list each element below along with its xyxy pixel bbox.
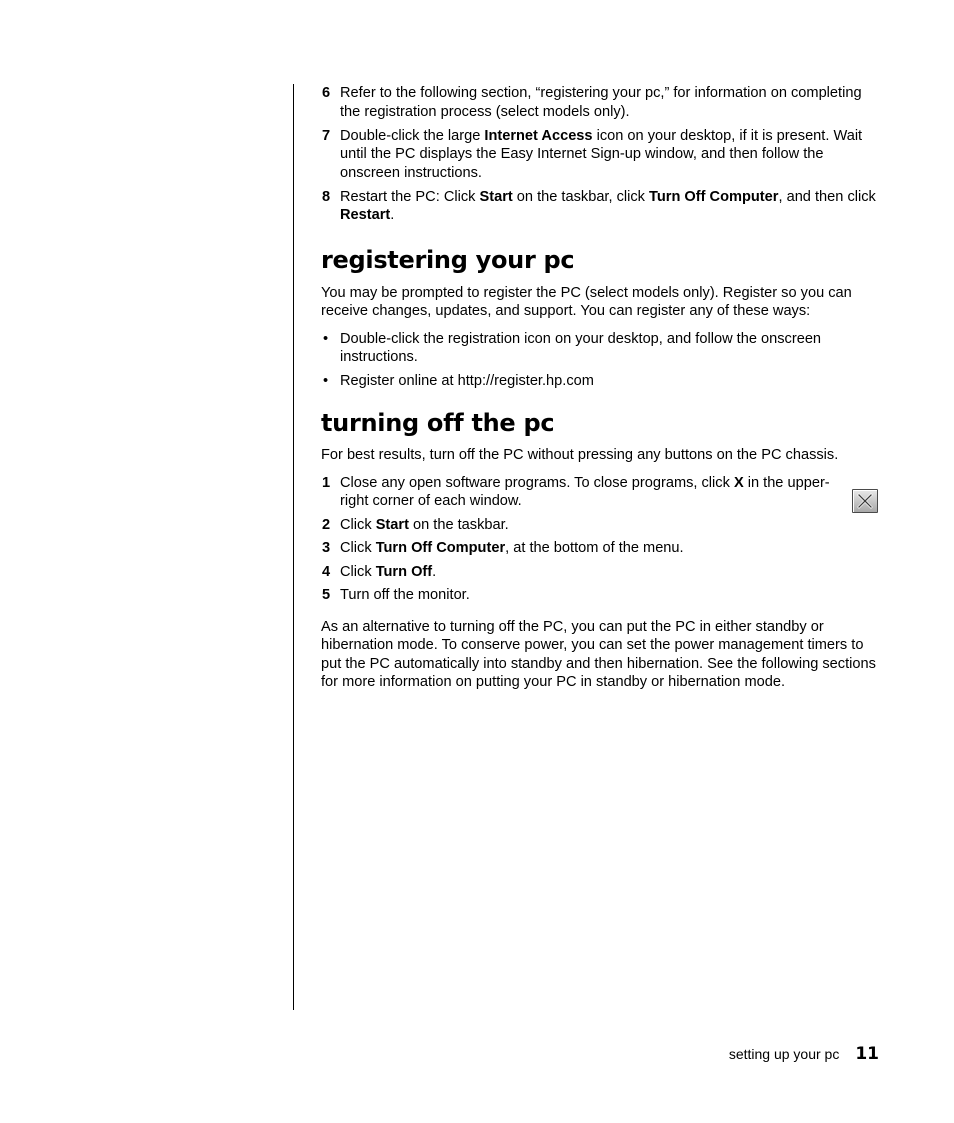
section-heading-registering: registering your pc: [321, 245, 575, 274]
list-item: 7 Double-click the large Internet Access icon on your desktop, if it is present. Wait until the PC displays the Easy Internet Sign-up window, and then follow the onscreen instructions.: [322, 127, 863, 181]
page-number: 11: [855, 1044, 879, 1064]
registering-intro: You may be prompted to register the PC (select models only). Register so you can receive changes, updates, and support. You can register any of these ways:: [321, 284, 852, 319]
list-item: 5 Turn off the monitor.: [322, 587, 470, 603]
page-footer: [600, 1044, 879, 1064]
turning-off-steps: [321, 474, 881, 605]
step-number: 3: [322, 540, 331, 556]
registering-options: [321, 330, 881, 391]
page-content: [321, 84, 881, 692]
list-item: 8 Restart the PC: Click Start on the taskbar, click Turn Off Computer, and then click Restart.: [322, 188, 876, 223]
list-item: 1 Close any open software programs. To close programs, click X in the upper-right corner of each window.: [322, 474, 830, 509]
list-item: • Register online at http://register.hp.com: [323, 372, 594, 389]
step-number: 4: [322, 563, 331, 580]
section-heading-turning-off: turning off the pc: [321, 409, 555, 437]
list-item: 2 Click Start on the taskbar.: [322, 516, 509, 533]
turning-off-intro: For best results, turn off the PC without pressing any buttons on the PC chassis.: [321, 447, 839, 463]
margin-rule: [293, 84, 294, 1010]
setup-steps-continued: [321, 84, 881, 225]
list-item: 6 Refer to the following section, “registering your pc,” for information on completing the registration process (select models only).: [322, 85, 862, 120]
step-number: 5: [322, 587, 331, 603]
list-item: • Double-click the registration icon on your desktop, and follow the onscreen instructions.: [323, 330, 822, 365]
list-item: 3 Click Turn Off Computer, at the bottom of the menu.: [322, 540, 684, 556]
bullet-icon: •: [323, 372, 329, 389]
step-number: 8: [322, 188, 331, 205]
step-number: 7: [322, 127, 331, 144]
step-number: 2: [322, 516, 331, 533]
list-item: 4 Click Turn Off.: [322, 563, 437, 580]
close-x-glyph: [857, 493, 873, 509]
alternative-paragraph: As an alternative to turning off the PC, you can put the PC in either standby or hibernation mode. To conserve power, you can set the power management timers to put the PC automatically into standby and then hibernation. See the following sections for more information on putting your PC in standby or hibernation mode.: [321, 618, 876, 690]
bullet-icon: •: [323, 330, 329, 347]
step-number: 1: [322, 474, 331, 491]
footer-section-label: setting up your pc: [728, 1046, 840, 1062]
close-window-icon: [852, 489, 878, 513]
step-number: 6: [322, 85, 331, 101]
